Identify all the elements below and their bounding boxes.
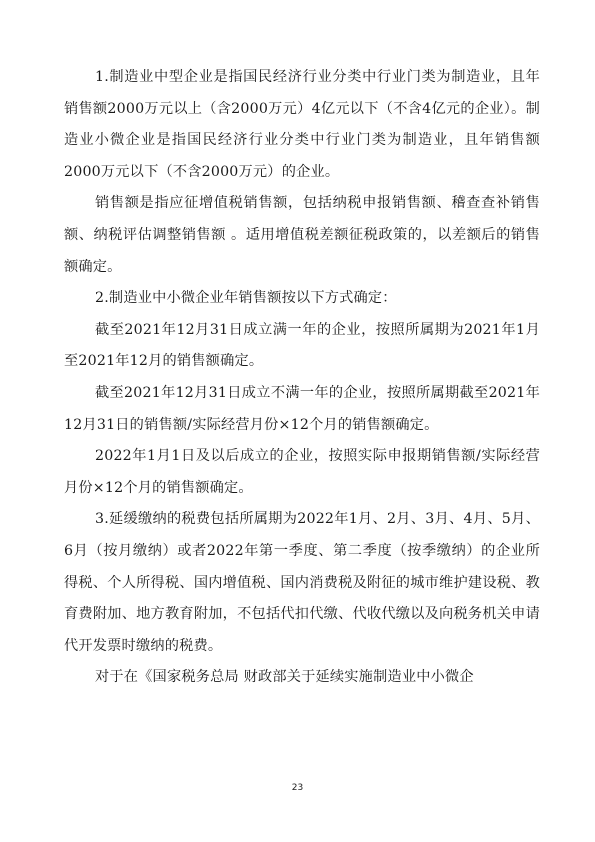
- page-number: 23: [291, 783, 304, 793]
- paragraph-6: 2022年1月1日及以后成立的企业，按照实际申报期销售额/实际经营月份×12个月的销售额确定。: [64, 448, 540, 496]
- paragraph-3: 2.制造业中小微企业年销售额按以下方式确定：: [95, 290, 397, 307]
- paragraph-2: 销售额是指应征增值税销售额，包括纳税申报销售额、稽查查补销售额、纳税评估调整销售额 。适用增值税差额征税政策的，以差额后的销售额确定。: [64, 195, 540, 275]
- body-text: [64, 62, 540, 694]
- paragraph-1: 1.制造业中型企业是指国民经济行业分类中行业门类为制造业，且年销售额2000万元以上（含2000万元）4亿元以下（不含4亿元的企业）。制造业小微企业是指国民经济行业分类中行业门类为制造业，且年销售额2000万元以下（不含2000万元）的企业。: [64, 69, 540, 180]
- paragraph-7: 3.延缓缴纳的税费包括所属期为2022年1月、2月、3月、4月、5月、6月（按月缴纳）或者2022年第一季度、第二季度（按季缴纳）的企业所得税、个人所得税、国内增值税、国内消费税及附征的城市维护建设税、教育费附加、地方教育附加，不包括代扣代缴、代收代缴以及向税务机关申请代开发票时缴纳的税费。: [64, 511, 540, 654]
- paragraph-5: 截至2021年12月31日成立不满一年的企业，按照所属期截至2021年12月31日的销售额/实际经营月份×12个月的销售额确定。: [64, 384, 540, 433]
- paragraph-8: 对于在《国家税务总局 财政部关于延续实施制造业中小微企: [95, 669, 474, 686]
- paragraph-4: 截至2021年12月31日成立满一年的企业，按照所属期为2021年1月至2021年12月的销售额确定。: [64, 321, 540, 370]
